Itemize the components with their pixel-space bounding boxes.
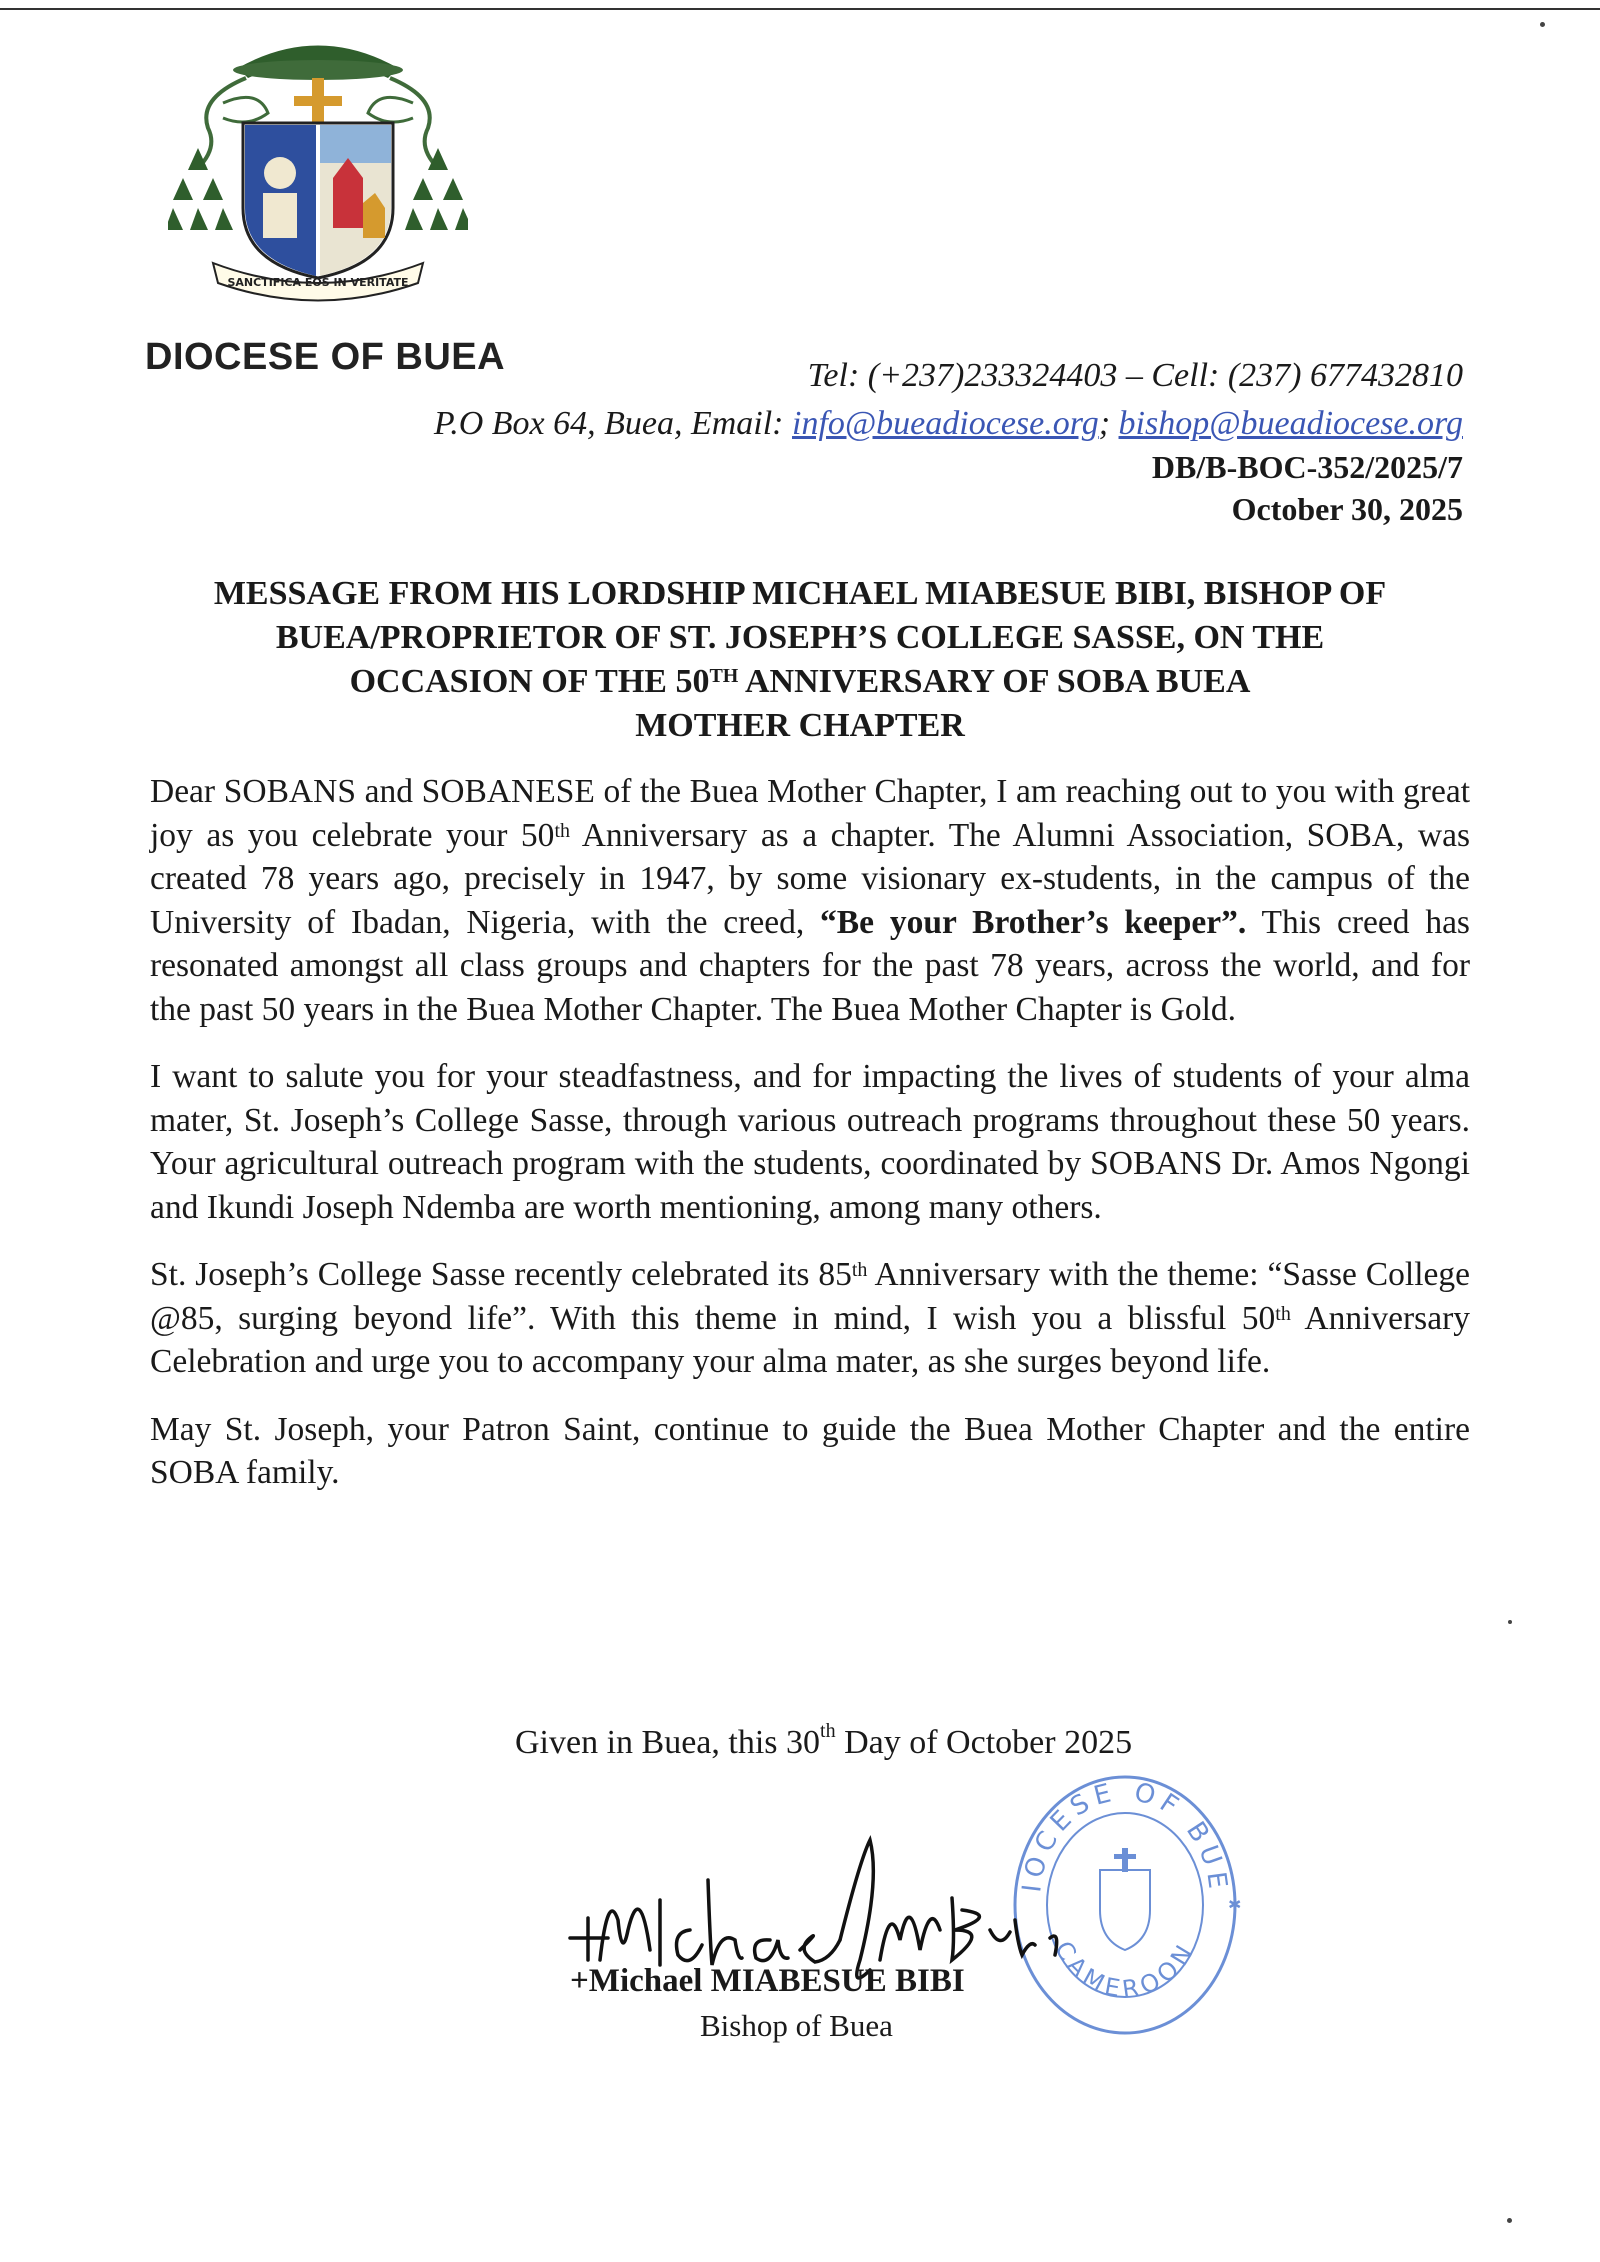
scan-speck bbox=[1540, 22, 1545, 27]
given-text: Given in Buea, this 30 bbox=[515, 1724, 821, 1761]
paragraph-3 bbox=[150, 1253, 1470, 1384]
contact-block bbox=[434, 352, 1463, 448]
paragraph-text: This creed has resonated amongst all class groups and chapters for the past 78 years, across the world, and for the past 50 years in the Buea Mother Chapter. The Buea Mother Chapter is Gold. bbox=[150, 903, 1470, 1028]
heading-line bbox=[145, 660, 1455, 704]
ordinal-suffix: th bbox=[820, 1720, 836, 1742]
email-separator: ; bbox=[1098, 405, 1119, 442]
heading-text: OCCASION OF THE 50 bbox=[349, 663, 710, 700]
svg-text:✱: ✱ bbox=[1228, 1895, 1242, 1914]
given-line bbox=[515, 1720, 1133, 1762]
email-link-info[interactable]: info@bueadiocese.org bbox=[792, 405, 1099, 442]
paragraph-text: St. Joseph’s College Sasse recently celebrated its 85 bbox=[150, 1256, 852, 1293]
given-text: Day of October 2025 bbox=[835, 1724, 1133, 1761]
heading-line: MESSAGE FROM HIS LORDSHIP MICHAEL MIABESUE BIBI, BISHOP OF bbox=[213, 575, 1387, 612]
letter-date: October 30, 2025 bbox=[1231, 491, 1463, 527]
message-heading bbox=[145, 572, 1455, 748]
heading-text: ANNIVERSARY OF SOBA BUEA bbox=[738, 663, 1251, 700]
signer-title: Bishop of Buea bbox=[700, 2008, 893, 2043]
creed-text: “Be your Brother’s keeper”. bbox=[820, 903, 1247, 941]
ordinal-suffix: th bbox=[554, 819, 570, 842]
svg-text:CAMEROON: CAMEROON bbox=[1049, 1936, 1201, 2004]
diocese-title: DIOCESE OF BUEA bbox=[145, 336, 506, 378]
signer-name: +Michael MIABESUE BIBI bbox=[570, 1963, 965, 1999]
address-line bbox=[434, 400, 1463, 448]
top-border-line bbox=[0, 8, 1600, 10]
address-text: P.O Box 64, Buea, Email: bbox=[433, 405, 793, 442]
email-link-bishop[interactable]: bishop@bueadiocese.org bbox=[1118, 405, 1463, 442]
paragraph-text: Anniversary Celebration and urge you to accompany your alma mater, as she surges beyond life. bbox=[150, 1299, 1470, 1380]
ordinal-suffix: th bbox=[1275, 1302, 1291, 1325]
scan-speck bbox=[1508, 1620, 1512, 1624]
scan-speck bbox=[1507, 2218, 1512, 2223]
paragraph-text: Dear SOBANS and SOBANESE of the Buea Mother Chapter, I am reaching out to you with great joy as you celebrate your 50 bbox=[150, 773, 1470, 854]
reference-block bbox=[1152, 446, 1463, 530]
phone-line: Tel: (+237)233324403 – Cell: (237) 677432810 bbox=[807, 357, 1463, 394]
paragraph-2: I want to salute you for your steadfastness, and for impacting the lives of students of your alma mater, St. Joseph’s College Sasse, through various outreach programs throughout these 50 years. Your agricultural outreach program with the students, coordinated by SOBANS Dr. Amos Ngongi and Ikundi Joseph Ndemba are worth mentioning, among many others. bbox=[150, 1058, 1470, 1226]
heading-superscript: TH bbox=[709, 665, 739, 687]
heading-line: BUEA/PROPRIETOR OF ST. JOSEPH’S COLLEGE SASSE, ON THE bbox=[275, 619, 1325, 656]
paragraph-text: Anniversary with the theme: “Sasse College @85, surging beyond life”. With this theme in mind, I wish you a blissful 50 bbox=[150, 1256, 1471, 1337]
paragraph-text: Anniversary as a chapter. The Alumni Association, SOBA, was created 78 years ago, precisely in 1947, by some visionary ex-students, in the campus of the University of Ibadan, Nigeria, with the creed, bbox=[150, 816, 1471, 941]
reference-number: DB/B-BOC-352/2025/7 bbox=[1151, 449, 1463, 485]
letter-body bbox=[150, 770, 1470, 1519]
paragraph-4: May St. Joseph, your Patron Saint, continue to guide the Buea Mother Chapter and the entire SOBA family. bbox=[150, 1410, 1470, 1491]
heading-line: MOTHER CHAPTER bbox=[635, 707, 965, 744]
ordinal-suffix: th bbox=[851, 1259, 868, 1281]
svg-text:SANCTIFICA EOS IN VERITATE: SANCTIFICA EOS IN VERITATE bbox=[227, 276, 409, 289]
paragraph-1 bbox=[150, 770, 1470, 1031]
svg-text:DIOCESE OF BUEA: IOCESE OF BUE bbox=[1017, 1777, 1234, 1897]
diocese-coat-of-arms bbox=[168, 28, 468, 308]
